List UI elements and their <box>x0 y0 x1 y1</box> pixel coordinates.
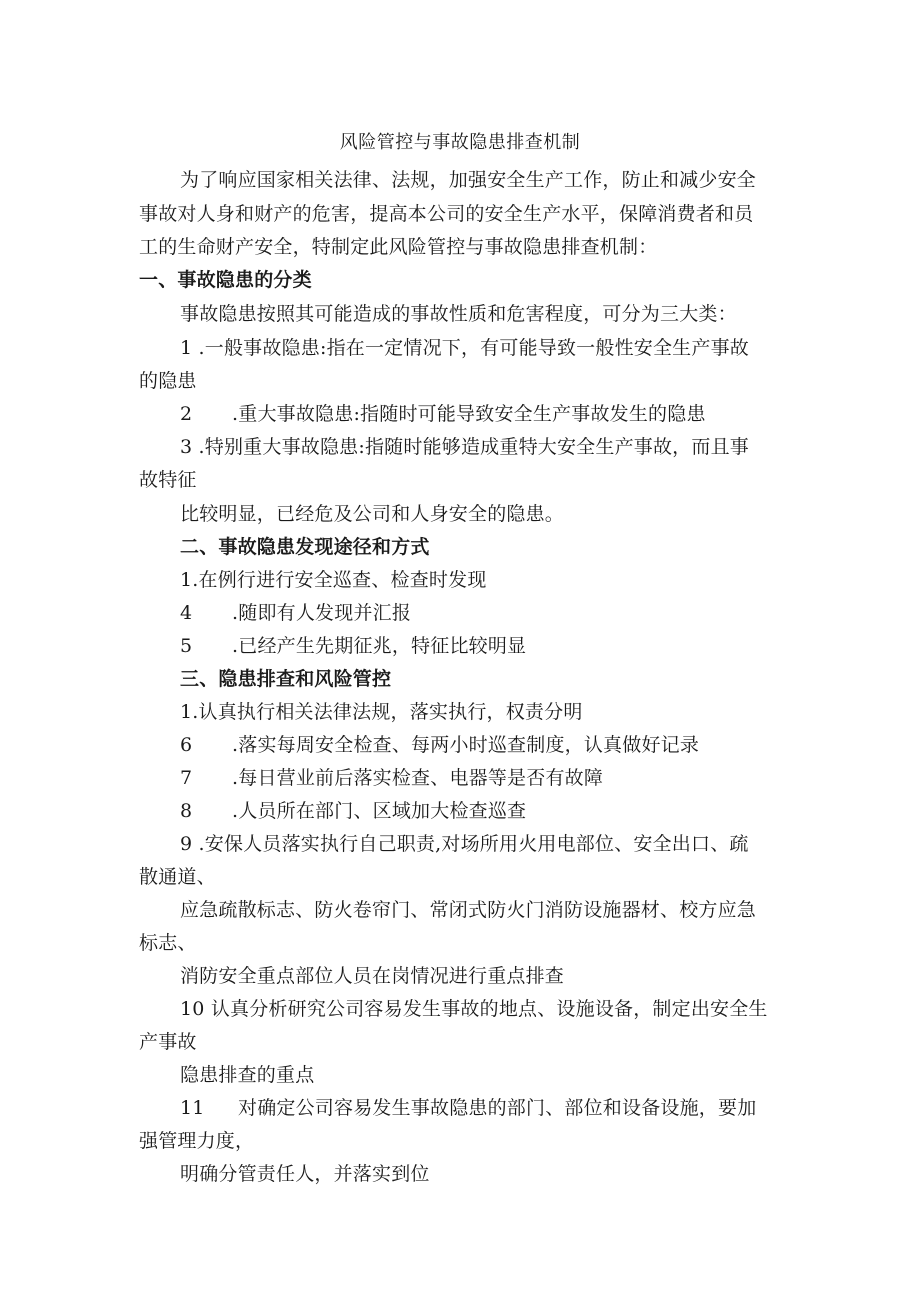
section3-item6 <box>180 733 830 757</box>
intro-line-2: 事故对人身和财产的危害，提高本公司的安全生产水平，保障消费者和员 <box>139 203 754 225</box>
section2-heading: 二、事故隐患发现途径和方式 <box>180 536 430 558</box>
section3-item9-line1: 9 .安保人员落实执行自己职责,对场所用火用电部位、安全出口、疏 <box>180 833 749 855</box>
section3-item10-line1: 10 认真分析研究公司容易发生事故的地点、设施设备，制定出安全生 <box>180 998 768 1020</box>
document-title: 风险管控与事故隐患排查机制 <box>339 132 581 153</box>
section1-item1-line2: 的隐患 <box>139 370 197 392</box>
section3-heading: 三、隐患排查和风险管控 <box>180 668 392 690</box>
section3-item11-line1 <box>180 1096 830 1120</box>
section1-item3-line3: 比较明显，已经危及公司和人身安全的隐患。 <box>180 503 565 525</box>
section1-item3-line1: 3 .特别重大事故隐患:指随时能够造成重特大安全生产事故，而且事 <box>180 436 749 458</box>
item-text: .已经产生先期征兆，特征比较明显 <box>232 635 527 657</box>
section3-item9-line3: 应急疏散标志、防火卷帘门、常闭式防火门消防设施器材、校方应急 <box>180 899 757 921</box>
section2-item1: 1.在例行进行安全巡查、检查时发现 <box>180 569 487 591</box>
item-number: 11 <box>180 1097 205 1119</box>
section1-lead: 事故隐患按照其可能造成的事故性质和危害程度，可分为三大类： <box>180 303 737 325</box>
item-number: 4 <box>180 602 193 624</box>
item-number: 8 <box>180 800 193 822</box>
section3-item11-line3: 明确分管责任人，并落实到位 <box>180 1163 430 1185</box>
intro-line-3: 工的生命财产安全，特制定此风险管控与事故隐患排查机制： <box>139 236 658 258</box>
item-text: .人员所在部门、区域加大检查巡查 <box>232 800 527 822</box>
item-number: 6 <box>180 734 193 756</box>
section3-item10-line3: 隐患排查的重点 <box>180 1064 315 1086</box>
item-text: .重大事故隐患:指随时可能导致安全生产事故发生的隐患 <box>232 403 706 425</box>
section1-item1-line1: 1 .一般事故隐患:指在一定情况下，有可能导致一般性安全生产事故 <box>180 337 749 359</box>
section2-item5 <box>180 634 830 658</box>
item-text: 对确定公司容易发生事故隐患的部门、部位和设备设施，要加 <box>238 1097 757 1119</box>
section1-item3-line2: 故特征 <box>139 469 197 491</box>
item-number: 2 <box>180 403 193 425</box>
item-text: .随即有人发现并汇报 <box>232 602 412 624</box>
section2-item4 <box>180 601 830 625</box>
section3-item7 <box>180 766 830 790</box>
item-text: .每日营业前后落实检查、电器等是否有故障 <box>232 767 604 789</box>
item-text: .落实每周安全检查、每两小时巡查制度，认真做好记录 <box>232 734 700 756</box>
section3-item11-line2: 强管理力度， <box>139 1130 255 1152</box>
section1-item2 <box>180 402 830 426</box>
section3-item1: 1.认真执行相关法律法规，落实执行，权责分明 <box>180 701 583 723</box>
section1-heading: 一、事故隐患的分类 <box>139 269 312 291</box>
item-number: 7 <box>180 767 193 789</box>
section3-item9-line4: 标志、 <box>139 932 197 954</box>
section3-item8 <box>180 799 830 823</box>
intro-line-1: 为了响应国家相关法律、法规，加强安全生产工作，防止和减少安全 <box>180 169 757 191</box>
section3-item9-line5: 消防安全重点部位人员在岗情况进行重点排查 <box>180 965 565 987</box>
section3-item9-line2: 散通道、 <box>139 866 216 888</box>
section3-item10-line2: 产事故 <box>139 1031 197 1053</box>
item-number: 5 <box>180 635 193 657</box>
